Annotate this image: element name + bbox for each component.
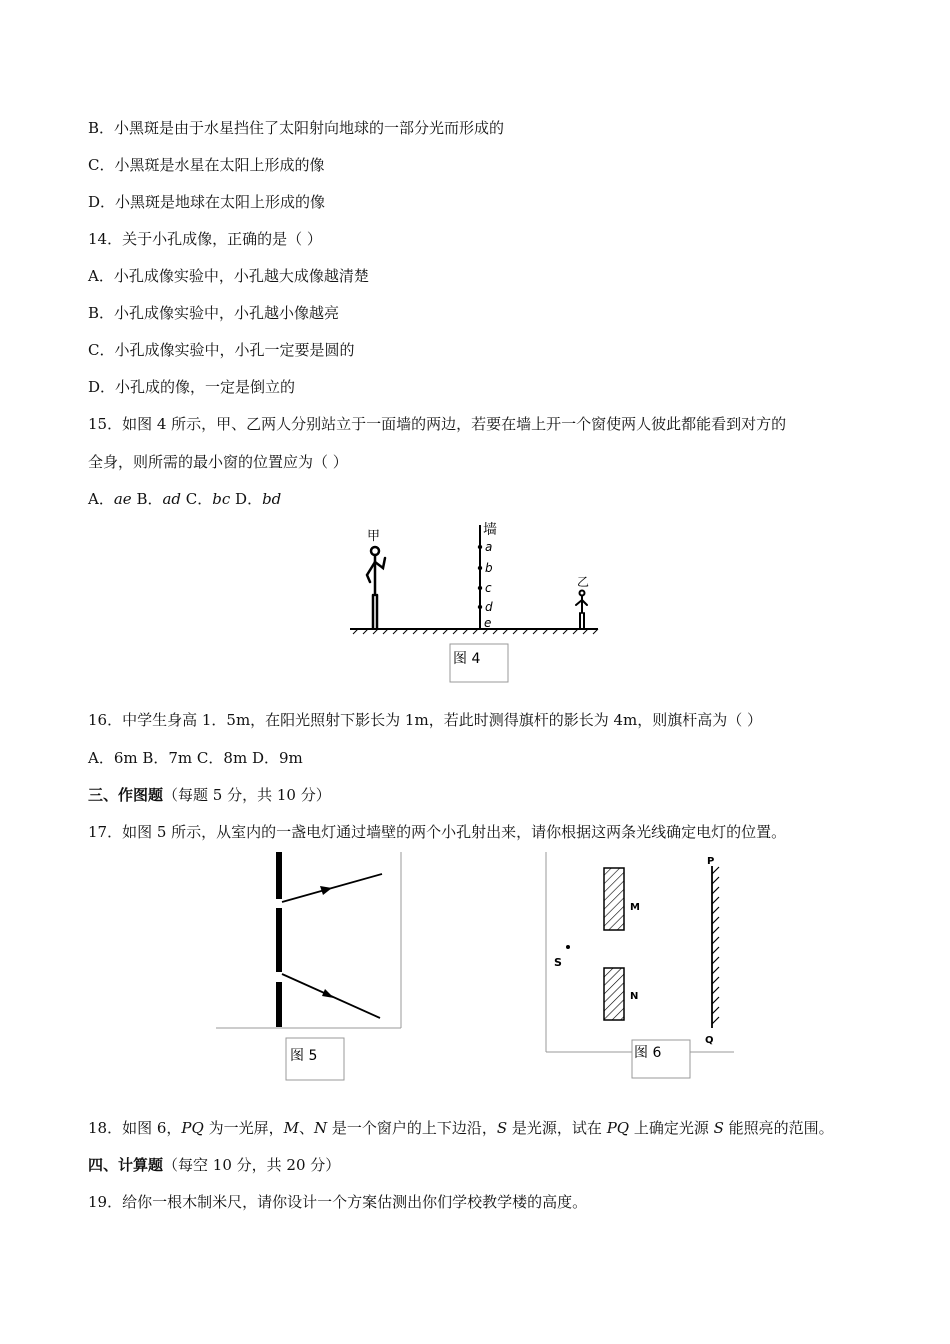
q15-option-c-prefix: C． (181, 490, 213, 508)
q14-option-d: D．小孔成的像，一定是倒立的 (88, 378, 296, 396)
q18-text-3: 是一个窗户的上下边沿， (327, 1119, 497, 1137)
q14-option-b: B．小孔成像实验中，小孔越小像越亮 (88, 304, 340, 322)
figure-6-caption: 图 6 (634, 1045, 662, 1061)
label-q: Q (705, 1035, 714, 1046)
section-3-heading (88, 785, 331, 805)
q18-text-6: 能照亮的范围。 (723, 1119, 834, 1137)
light-source-point (566, 945, 570, 949)
q14-stem: 14．关于小孔成像，正确的是（ ） (88, 230, 322, 248)
wall-segment-middle (276, 908, 282, 972)
q16-stem: 16．中学生身高 1．5m，在阳光照射下影长为 1m，若此时测得旗杆的影长为 4m，则旗杆高为（ ） (88, 711, 763, 729)
q14-option-c: C．小孔成像实验中，小孔一定要是圆的 (88, 341, 355, 359)
q15-options (88, 489, 281, 509)
q19-stem: 19．给你一根木制米尺，请你设计一个方案估测出你们学校教学楼的高度。 (88, 1193, 588, 1211)
q15-option-b-value: ad (162, 490, 182, 508)
wall-segment-top (276, 852, 282, 899)
figure-4 (345, 520, 605, 690)
q16-options: A．6m B．7m C．8m D．9m (88, 749, 303, 767)
point-e-label: e (484, 616, 492, 630)
section-3-note: （每题 5 分，共 10 分） (163, 786, 331, 804)
person-b-figure (576, 591, 587, 629)
q18-stem (88, 1118, 834, 1138)
q18-text-1: 为一光屏， (203, 1119, 284, 1137)
figure-5-caption: 图 5 (290, 1048, 318, 1064)
q17-stem: 17．如图 5 所示，从室内的一盏电灯通过墙壁的两个小孔射出来，请你根据这两条光线确定电灯的位置。 (88, 823, 787, 841)
q18-n: N (313, 1119, 328, 1137)
section-3-title: 三、作图题 (88, 786, 164, 804)
q18-num: 18．如图 6， (88, 1119, 182, 1137)
person-a-figure (367, 547, 385, 628)
point-a-label: a (485, 540, 493, 554)
figure-6-drawing (544, 850, 740, 1082)
q13-option-d: D．小黑斑是地球在太阳上形成的像 (88, 193, 326, 211)
figure-4-caption: 图 4 (453, 651, 481, 667)
label-n: N (630, 991, 639, 1002)
section-4-heading (88, 1155, 340, 1175)
q15-option-a-prefix: A． (88, 490, 114, 508)
q15-stem-line2: 全身，则所需的最小窗的位置应为（ ） (88, 453, 348, 471)
figure-6 (544, 850, 740, 1082)
person-a-label: 甲 (367, 529, 381, 544)
screen-hatching (712, 867, 719, 1024)
point-b-label: b (485, 561, 493, 575)
q18-m: M (283, 1119, 299, 1137)
q18-s-1: S (496, 1119, 508, 1137)
ray-lower-arrow (322, 989, 334, 998)
q13-option-b: B．小黑斑是由于水星挡住了太阳射向地球的一部分光而形成的 (88, 119, 505, 137)
window-edge-m (604, 868, 624, 930)
q15-option-b-prefix: B． (131, 490, 163, 508)
q15-stem-line1: 15．如图 4 所示，甲、乙两人分别站立于一面墙的两边，若要在墙上开一个窗使两人彼此都能看到对方的 (88, 415, 787, 433)
q18-text-5: 上确定光源 (629, 1119, 714, 1137)
figure-4-drawing (345, 520, 605, 690)
label-m: M (630, 902, 640, 913)
point-d-label: d (485, 600, 493, 614)
q18-text-2: 、 (298, 1119, 314, 1137)
q15-option-a-value: ae (113, 490, 132, 508)
q15-option-d-value: bd (262, 490, 282, 508)
q18-pq-1: PQ (181, 1119, 204, 1137)
q14-option-a: A．小孔成像实验中，小孔越大成像越清楚 (88, 267, 369, 285)
q13-option-c: C．小黑斑是水星在太阳上形成的像 (88, 156, 325, 174)
section-4-title: 四、计算题 (88, 1156, 164, 1174)
label-s: S (554, 956, 562, 969)
label-p: P (707, 856, 715, 867)
point-c-label: c (485, 581, 492, 595)
q18-pq-2: PQ (606, 1119, 630, 1137)
figure-5-drawing (214, 850, 404, 1082)
wall-label: 墙 (483, 522, 497, 538)
wall-segment-bottom (276, 982, 282, 1027)
q15-option-c-value: bc (212, 490, 231, 508)
q18-text-4: 是光源，试在 (507, 1119, 607, 1137)
q15-option-d-prefix: D． (230, 490, 263, 508)
q18-s-2: S (713, 1119, 724, 1137)
ray-upper-arrow (320, 886, 332, 895)
figure-5 (214, 850, 404, 1082)
section-4-note: （每空 10 分，共 20 分） (163, 1156, 341, 1174)
person-b-label: 乙 (577, 575, 590, 589)
window-edge-n (604, 968, 624, 1020)
